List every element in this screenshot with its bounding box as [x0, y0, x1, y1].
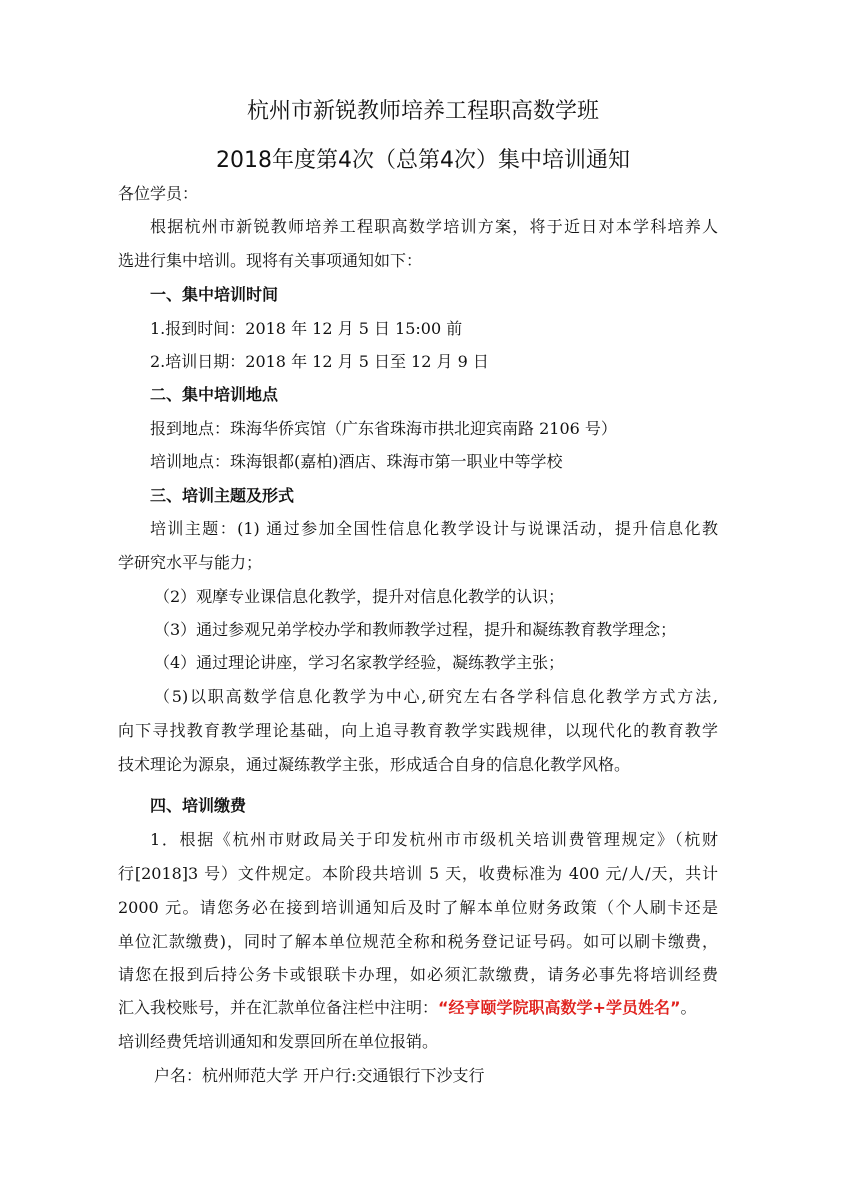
report-location: 报到地点：珠海华侨宾馆（广东省珠海市拱北迎宾南路 2106 号） — [150, 419, 617, 438]
training-dates: 2.培训日期：2018 年 12 月 5 日至 12 月 9 日 — [150, 352, 489, 371]
theme-1-line-1: 培训主题：(1) 通过参加全国性信息化教学设计与说课活动，提升信息化教 — [150, 519, 718, 538]
section-1-heading: 一、集中培训时间 — [150, 285, 279, 304]
intro-line-1: 根据杭州市新锐教师培养工程职高数学培训方案，将于近日对本学科培养人 — [150, 217, 718, 236]
fee-line-6-end: 。 — [680, 998, 697, 1017]
fee-line-6-text: 汇入我校账号，并在汇款单位备注栏中注明： — [118, 998, 439, 1017]
theme-5-line-2: 向下寻找教育教学理论基础，向上追寻教育教学实践规律，以现代化的教育教学 — [118, 721, 718, 740]
section-4-heading: 四、培训缴费 — [150, 796, 247, 815]
fee-line-7: 培训经费凭培训通知和发票回所在单位报销。 — [118, 1032, 439, 1051]
fee-line-3: 2000 元。请您务必在接到培训通知后及时了解本单位财务政策（个人刷卡还是 — [118, 898, 718, 917]
theme-3: （3）通过参观兄弟学校办学和教师教学过程，提升和凝练教育教学理念； — [154, 620, 677, 639]
remark-highlight: “经亨颐学院职高数学+学员姓名” — [438, 998, 681, 1017]
greeting: 各位学员： — [118, 184, 199, 203]
theme-2: （2）观摩专业课信息化教学，提升对信息化教学的认识； — [154, 587, 565, 606]
document-title: 杭州市新锐教师培养工程职高数学班 — [246, 99, 599, 124]
section-3-heading: 三、培训主题及形式 — [150, 486, 295, 505]
bank-account-info: 户名：杭州师范大学 开户行:交通银行下沙支行 — [154, 1066, 485, 1085]
fee-line-4: 单位汇款缴费)，同时了解本单位规范全称和税务登记证号码。如可以刷卡缴费， — [118, 932, 718, 951]
theme-5-line-1: （5)以职高数学信息化教学为中心,研究左右各学科信息化教学方式方法, — [154, 687, 718, 706]
fee-line-6 — [118, 997, 696, 1019]
fee-line-1: 1．根据《杭州市财政局关于印发杭州市市级机关培训费管理规定》（杭财 — [150, 830, 718, 849]
theme-4: （4）通过理论讲座，学习名家教学经验，凝练教学主张； — [154, 653, 565, 672]
section-2-heading: 二、集中培训地点 — [150, 385, 279, 404]
report-time: 1.报到时间：2018 年 12 月 5 日 15:00 前 — [150, 319, 463, 338]
theme-5-line-3: 技术理论为源泉，通过凝练教学主张，形成适合自身的信息化教学风格。 — [118, 755, 631, 774]
theme-1-line-2: 学研究水平与能力； — [118, 553, 263, 572]
document-subtitle: 2018年度第4次（总第4次）集中培训通知 — [216, 148, 630, 173]
intro-line-2: 选进行集中培训。现将有关事项通知如下： — [118, 251, 423, 270]
fee-line-5: 请您在报到后持公务卡或银联卡办理，如必须汇款缴费，请务必事先将培训经费 — [118, 965, 718, 984]
training-location: 培训地点：珠海银都(嘉柏)酒店、珠海市第一职业中等学校 — [150, 452, 563, 471]
fee-line-2: 行[2018]3 号）文件规定。本阶段共培训 5 天，收费标准为 400 元/人/天，共计 — [118, 864, 718, 883]
